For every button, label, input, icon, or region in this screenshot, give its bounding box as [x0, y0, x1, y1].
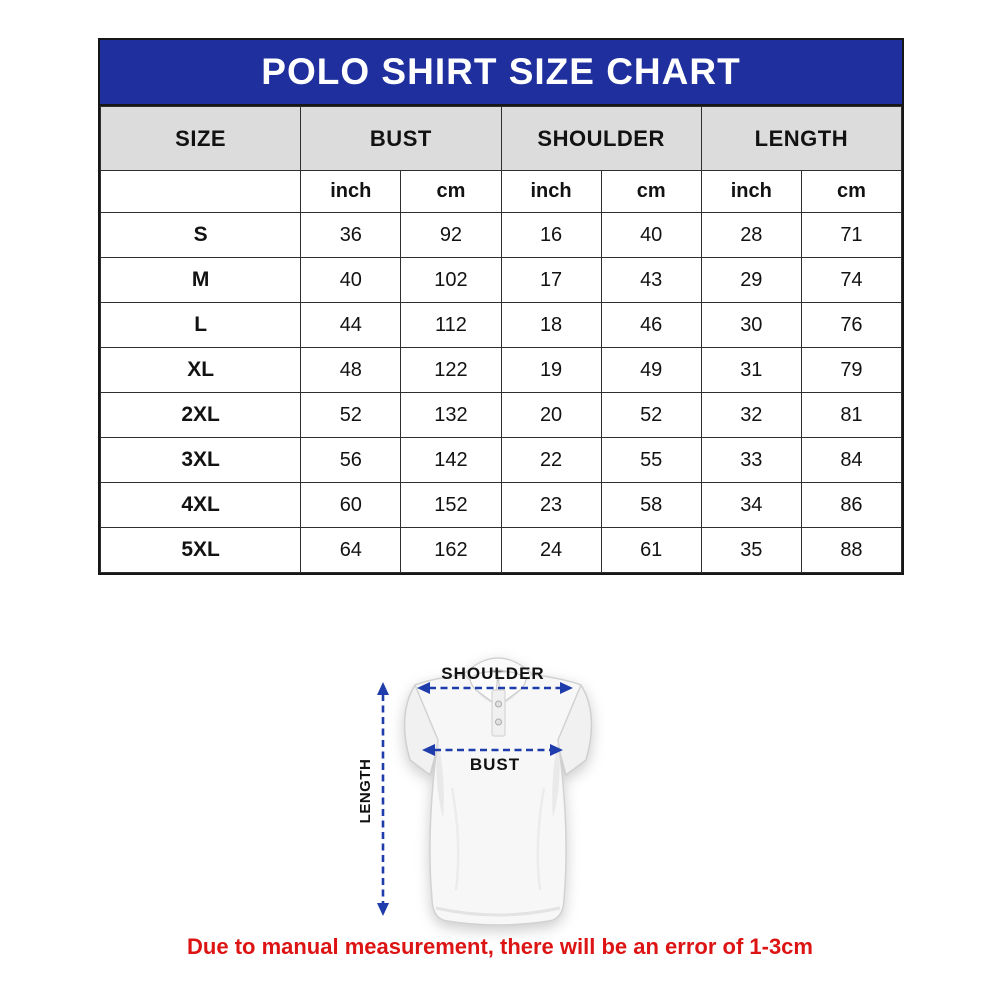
value-cell: 76: [801, 303, 901, 348]
value-cell: 86: [801, 483, 901, 528]
table-row: [101, 348, 902, 393]
unit-cell: inch: [501, 171, 601, 213]
value-cell: 84: [801, 438, 901, 483]
value-cell: 24: [501, 528, 601, 573]
value-cell: 49: [601, 348, 701, 393]
table-row: [101, 258, 902, 303]
value-cell: 28: [701, 213, 801, 258]
size-cell: 2XL: [101, 393, 301, 438]
bust-label: BUST: [469, 755, 521, 774]
value-cell: 102: [401, 258, 501, 303]
value-cell: 20: [501, 393, 601, 438]
value-cell: 142: [401, 438, 501, 483]
col-header-shoulder: SHOULDER: [501, 107, 701, 171]
value-cell: 79: [801, 348, 901, 393]
value-cell: 52: [301, 393, 401, 438]
size-cell: 5XL: [101, 528, 301, 573]
size-cell: L: [101, 303, 301, 348]
column-group-row: [101, 107, 902, 171]
unit-row: [101, 171, 902, 213]
value-cell: 33: [701, 438, 801, 483]
unit-cell: cm: [401, 171, 501, 213]
value-cell: 35: [701, 528, 801, 573]
unit-cell: inch: [701, 171, 801, 213]
table-row: [101, 393, 902, 438]
chart-title: POLO SHIRT SIZE CHART: [100, 40, 902, 106]
size-cell: S: [101, 213, 301, 258]
value-cell: 32: [701, 393, 801, 438]
col-header-size: SIZE: [101, 107, 301, 171]
arrowhead-up-icon: [377, 682, 389, 695]
value-cell: 112: [401, 303, 501, 348]
value-cell: 60: [301, 483, 401, 528]
value-cell: 36: [301, 213, 401, 258]
value-cell: 17: [501, 258, 601, 303]
value-cell: 30: [701, 303, 801, 348]
value-cell: 52: [601, 393, 701, 438]
arrowhead-down-icon: [377, 903, 389, 916]
unit-cell: inch: [301, 171, 401, 213]
unit-cell: cm: [601, 171, 701, 213]
value-cell: 64: [301, 528, 401, 573]
table-row: [101, 438, 902, 483]
table-row: [101, 303, 902, 348]
value-cell: 18: [501, 303, 601, 348]
value-cell: 152: [401, 483, 501, 528]
value-cell: 40: [301, 258, 401, 303]
table-row: [101, 483, 902, 528]
value-cell: 58: [601, 483, 701, 528]
table-row: [101, 528, 902, 573]
value-cell: 46: [601, 303, 701, 348]
value-cell: 61: [601, 528, 701, 573]
measurement-diagram: [350, 628, 660, 950]
size-table: [100, 106, 902, 573]
value-cell: 19: [501, 348, 601, 393]
value-cell: 71: [801, 213, 901, 258]
value-cell: 81: [801, 393, 901, 438]
value-cell: 88: [801, 528, 901, 573]
col-header-length: LENGTH: [701, 107, 901, 171]
size-cell: M: [101, 258, 301, 303]
value-cell: 74: [801, 258, 901, 303]
size-chart-card: [98, 38, 904, 575]
length-label: LENGTH: [357, 758, 374, 824]
unit-cell: cm: [801, 171, 901, 213]
value-cell: 44: [301, 303, 401, 348]
measurement-disclaimer: Due to manual measurement, there will be an error of 1-3cm: [187, 934, 813, 959]
button-icon: [496, 701, 502, 707]
value-cell: 92: [401, 213, 501, 258]
value-cell: 16: [501, 213, 601, 258]
length-arrow: [377, 682, 389, 916]
col-header-bust: BUST: [301, 107, 501, 171]
value-cell: 40: [601, 213, 701, 258]
unit-cell-blank: [101, 171, 301, 213]
value-cell: 162: [401, 528, 501, 573]
value-cell: 43: [601, 258, 701, 303]
value-cell: 31: [701, 348, 801, 393]
value-cell: 34: [701, 483, 801, 528]
size-cell: XL: [101, 348, 301, 393]
value-cell: 48: [301, 348, 401, 393]
size-cell: 3XL: [101, 438, 301, 483]
value-cell: 132: [401, 393, 501, 438]
value-cell: 29: [701, 258, 801, 303]
button-icon: [496, 719, 502, 725]
shoulder-label: SHOULDER: [441, 664, 545, 683]
value-cell: 22: [501, 438, 601, 483]
value-cell: 122: [401, 348, 501, 393]
table-row: [101, 213, 902, 258]
polo-shirt-illustration: [405, 658, 592, 925]
value-cell: 55: [601, 438, 701, 483]
value-cell: 56: [301, 438, 401, 483]
value-cell: 23: [501, 483, 601, 528]
size-cell: 4XL: [101, 483, 301, 528]
